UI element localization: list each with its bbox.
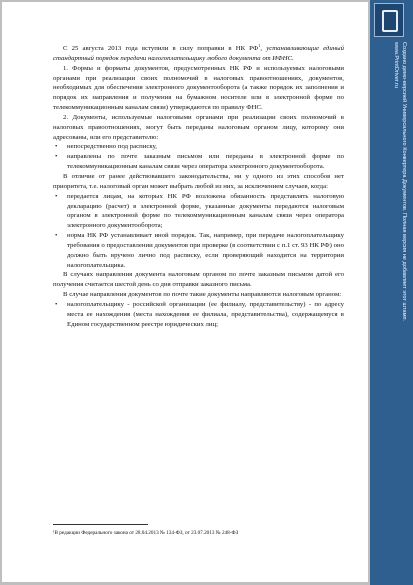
paragraph-5: В случае направления документов по почте такие документы направляются налоговым органом: [63, 291, 342, 299]
list-item: • передается лицам, на которых НК РФ возложена обязанность представлять налоговую декларацию (расчет) в электронной форме, указанные документы передаются налоговым органом в электронной форме по телекоммуникационным каналам связи через оператора электронного документооборота; [53, 192, 344, 231]
paragraph-4: В случаях направления документа налоговым органом по почте заказным письмом датой его получения считается шестой день со дня отправки заказного письма. [53, 271, 344, 289]
paragraph-2: 2. Документы, используемые налоговыми органами при реализации своих полномочий в налоговых правоотношениях, могут быть переданы налоговым органом лицу, которому они адресованы, или его представителю: [53, 113, 344, 141]
delivery-methods-list [53, 142, 344, 172]
intro-paragraph [53, 44, 344, 64]
paragraph-1: 1. Формы и форматы документов, предусмотренных НК РФ и используемых налоговыми органами при реализации своих полномочий в налоговых правоотношениях, документов, необходимых для обеспечения электронного документооборота (а также порядок их заполнения и порядок их направления и получения на бумажном носителе или в электронной форме по телекоммуникационным каналам связи) утверждаются по правилу ФНС. [53, 64, 344, 112]
intro-italic: устанавливающие единый стандартный порядок передачи налогоплательщику любого документа от ИФНС. [53, 45, 344, 62]
list-item: • норма НК РФ устанавливает иной порядок. Так, например, при передаче налогоплательщику требования о предоставлении документов при проверке (в соответствии с п.1 ст. 93 НК РФ) оно должно быть вручено лично под расписку, если проверяющий находится на территории налогоплательщика. [53, 231, 344, 270]
exceptions-list [53, 192, 344, 271]
watermark-link[interactable]: www.PrintDriver.ru [393, 42, 399, 89]
footnote: ¹В редакции Федерального закона от 28.04.2013 № 134-ФЗ, от 23.07.2013 № 248-ФЗ [53, 530, 239, 536]
watermark-line: Создано демо-версией Универсального Конвертера Документов. Полная версия не добавляет этот штамп. [401, 42, 407, 322]
watermark-text [374, 42, 408, 572]
footnote-mark: 1 [258, 42, 261, 48]
intro-lead: С 25 августа 2013 года вступили в силу поправки в НК РФ [63, 45, 259, 52]
paragraph-3: В отличие от ранее действовавшего законодательства, ни у одного из этих способов нет приоритета, т.е. налоговый орган может выбрать любой из них, за исключением случаев, когда: [53, 172, 344, 190]
footnote-divider [53, 524, 148, 525]
list-item: • налогоплательщику - российской организации (ее филиалу, представительству) - по адресу места ее нахождения (места нахождения ее филиала, представительства), содержащемуся в Едином государственном реестре юридических лиц; [53, 300, 344, 330]
document-page [2, 2, 368, 582]
list-item: • направлены по почте заказным письмом или переданы в электронной форме по телекоммуникационным каналам связи через оператора электронного документооборота. [53, 152, 344, 172]
document-logo-icon [374, 3, 404, 37]
converter-watermark-bar [370, 0, 413, 585]
list-item: • непосредственно под расписку, [53, 142, 344, 152]
document-body [53, 44, 344, 329]
addresses-list [53, 300, 344, 330]
intro-comma: , [260, 45, 267, 52]
